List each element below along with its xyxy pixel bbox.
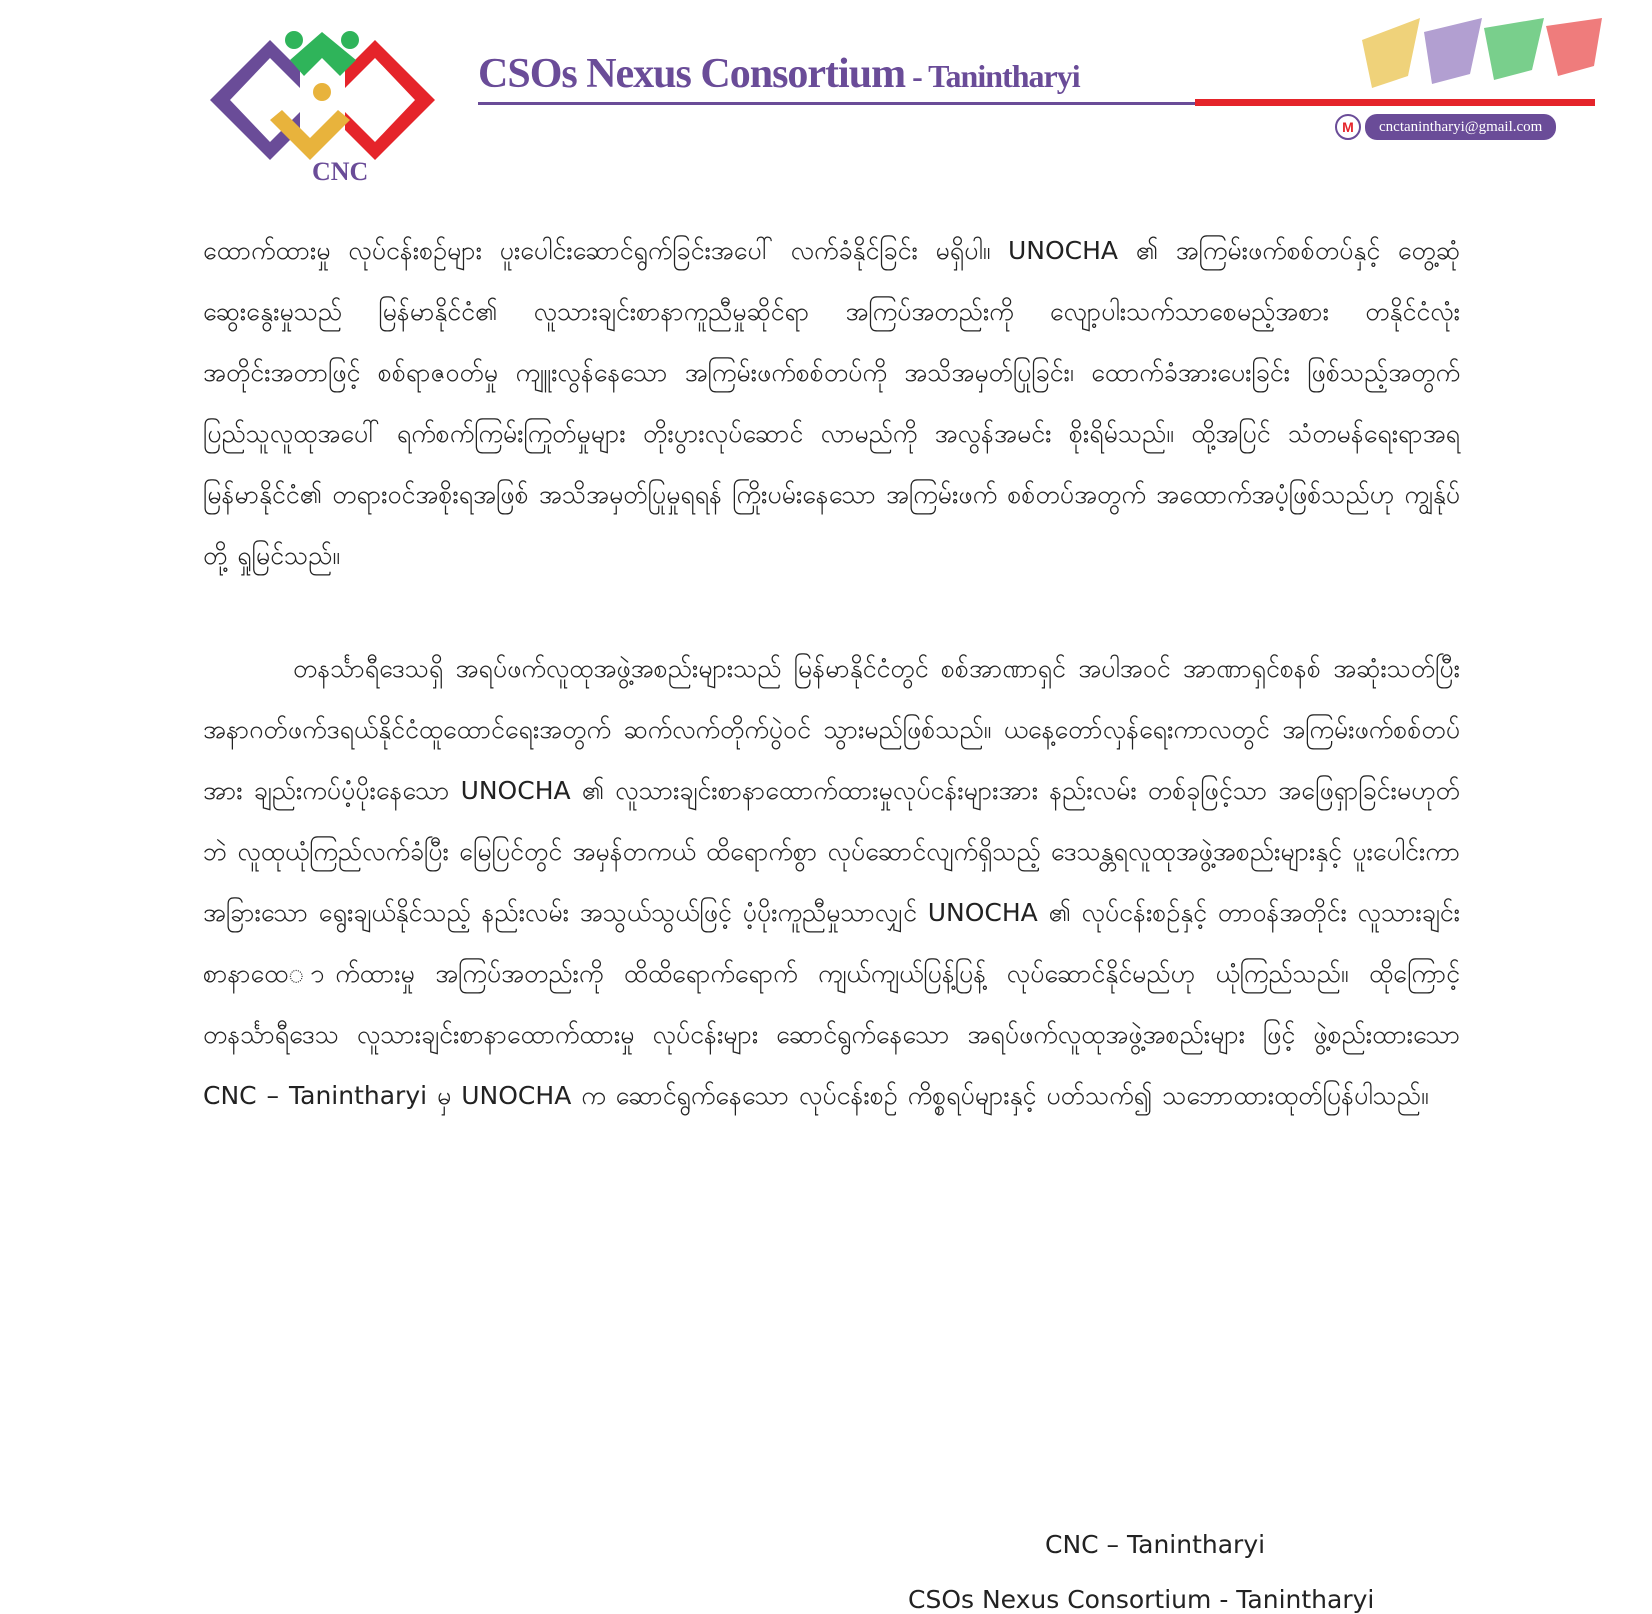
- org-name-main: CSOs Nexus Consortium: [478, 51, 906, 97]
- email-address[interactable]: cnctanintharyi@gmail.com: [1365, 114, 1556, 140]
- letter-body: [203, 220, 1460, 1126]
- letterhead: [0, 0, 1652, 190]
- org-name-suffix: - Tanintharyi: [905, 58, 1080, 94]
- header-rule-red: [1195, 99, 1595, 106]
- org-name: [478, 50, 1080, 98]
- bunting-decoration: [1362, 18, 1602, 98]
- email-badge[interactable]: [1335, 114, 1556, 140]
- logo-text: CNC: [312, 157, 369, 186]
- gmail-icon: M: [1335, 114, 1361, 140]
- signature-short-name: CNC – Tanintharyi: [1045, 1530, 1266, 1559]
- header-rule-purple: [478, 102, 1198, 105]
- paragraph-1: ထောက်ထားမှု လုပ်ငန်းစဉ်များ ပူးပေါင်းဆောင်ရွက်ခြင်းအပေါ် လက်ခံနိုင်ခြင်း မရှိပါ။ UNOCHA ၏ အကြမ်းဖက်စစ်တပ်နှင့် တွေ့ဆုံဆွေးနွေးမှုသည် မြန်မာနိုင်ငံ၏ လူသားချင်းစာနာကူညီမှုဆိုင်ရာ အကြပ်အတည်းကို လျော့ပါးသက်သာစေမည့်အစား တနိုင်ငံလုံး အတိုင်းအတာဖြင့် စစ်ရာဇဝတ်မှု ကျူးလွန်နေသော အကြမ်းဖက်စစ်တပ်ကို အသိအမှတ်ပြုခြင်း၊ ထောက်ခံအားပေးခြင်း ဖြစ်သည့်အတွက် ပြည်သူလူထုအပေါ် ရက်စက်ကြမ်းကြုတ်မှုများ တိုးပွားလုပ်ဆောင် လာမည်ကို အလွန်အမင်း စိုးရိမ်သည်။ ထို့အပြင် သံတမန်ရေးရာအရ မြန်မာနိုင်ငံ၏ တရားဝင်အစိုးရအဖြစ် အသိအမှတ်ပြုမှုရရန် ကြိုးပမ်းနေသော အကြမ်းဖက် စစ်တပ်အတွက် အထောက်အပံ့ဖြစ်သည်ဟု ကျွန်ုပ်တို့ ရှုမြင်သည်။: [203, 236, 1460, 570]
- paragraph-2: တနင်္သာရီဒေသရှိ အရပ်ဖက်လူထုအဖွဲ့အစည်းများသည် မြန်မာနိုင်ငံတွင် စစ်အာဏာရှင် အပါအဝင် အာဏာရှင်စနစ် အဆုံးသတ်ပြီး အနာဂတ်ဖက်ဒရယ်နိုင်ငံထူထောင်ရေးအတွက် ဆက်လက်တိုက်ပွဲဝင် သွားမည်ဖြစ်သည်။ ယနေ့တော်လှန်ရေးကာလတွင် အကြမ်းဖက်စစ်တပ်အား ချည်းကပ်ပံ့ပိုးနေသော UNOCHA ၏ လူသားချင်းစာနာထောက်ထားမှုလုပ်ငန်းများအား နည်းလမ်း တစ်ခုဖြင့်သာ အဖြေရှာခြင်းမဟုတ်ဘဲ လူထုယုံကြည်လက်ခံပြီး မြေပြင်တွင် အမှန်တကယ် ထိရောက်စွာ လုပ်ဆောင်လျက်ရှိသည့် ဒေသန္တရလူထုအဖွဲ့အစည်းများနှင့် ပူးပေါင်းကာ အခြားသော ရွေးချယ်နိုင်သည့် နည်းလမ်း အသွယ်သွယ်ဖြင့် ပံ့ပိုးကူညီမှုသာလျှင် UNOCHA ၏ လုပ်ငန်းစဉ်နှင့် တာဝန်အတိုင်း လူသားချင်းစာနာထေ◌ာက်ထားမှု အကြပ်အတည်းကို ထိထိရောက်ရောက် ကျယ်ကျယ်ပြန့်ပြန့် လုပ်ဆောင်နိုင်မည်ဟု ယုံကြည်သည်။ ထိုကြောင့် တနင်္သာရီဒေသ လူသားချင်းစာနာထောက်ထားမှု လုပ်ငန်းများ ဆောင်ရွက်နေသော အရပ်ဖက်လူထုအဖွဲ့အစည်းများ ဖြင့် ဖွဲ့စည်းထားသော CNC – Tanintharyi မှ UNOCHA က ဆောင်ရွက်နေသော လုပ်ငန်းစဉ် ကိစ္စရပ်များနှင့် ပတ်သက်၍ သဘောထားထုတ်ပြန်ပါသည်။: [203, 654, 1460, 1110]
- signature-full-name: CSOs Nexus Consortium - Tanintharyi: [908, 1585, 1375, 1614]
- cnc-logo: [200, 20, 460, 190]
